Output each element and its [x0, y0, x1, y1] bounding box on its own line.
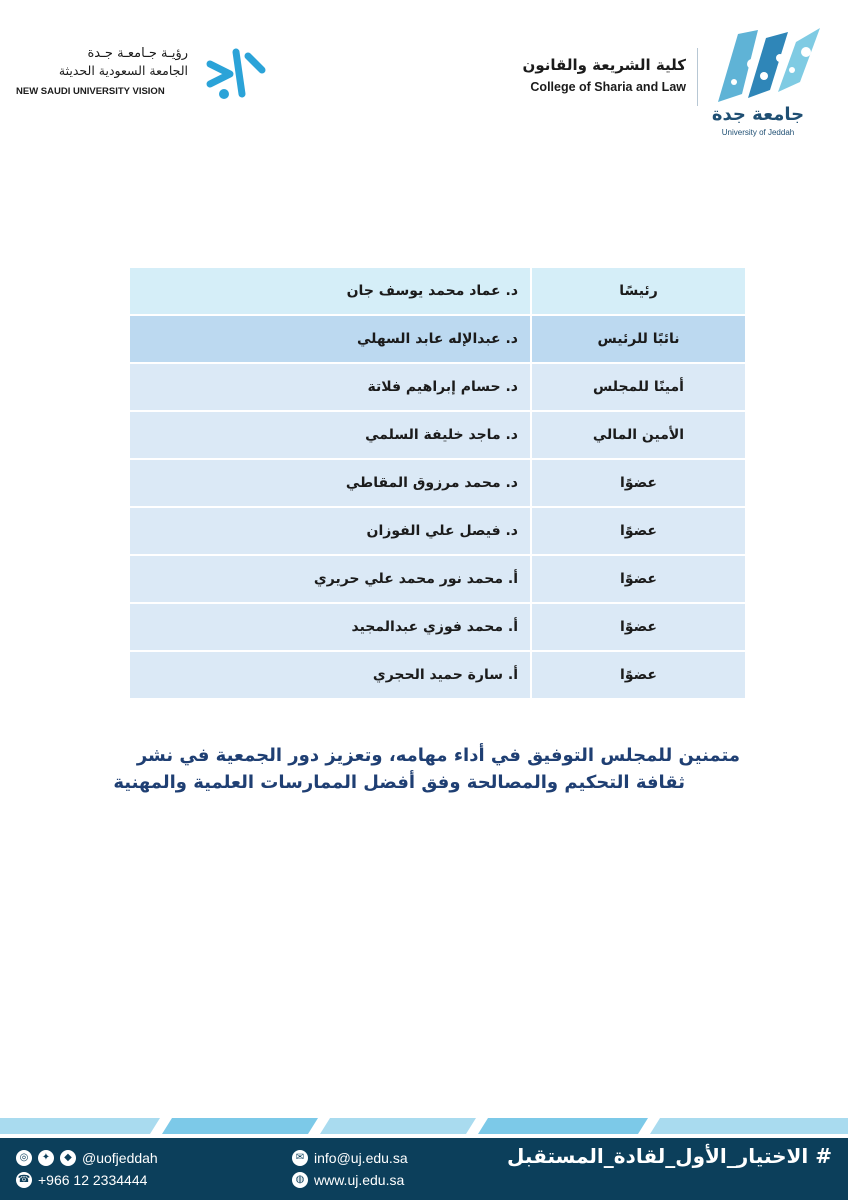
council-members-table	[128, 266, 747, 700]
member-name: أ. سارة حميد الحجري	[129, 651, 531, 699]
member-role: عضوًا	[531, 459, 746, 507]
university-vision-logo	[16, 44, 256, 104]
message-line-1: متمنين للمجلس التوفيق في أداء مهامه، وتعزيز دور الجمعية في نشر	[136, 745, 740, 766]
table-row	[129, 555, 746, 603]
member-role: رئيسًا	[531, 267, 746, 315]
footer-phone[interactable]	[16, 1172, 147, 1188]
table-row	[129, 411, 746, 459]
member-role: نائبًا للرئيس	[531, 315, 746, 363]
college-name-ar: كلية الشريعة والقانون	[522, 56, 686, 74]
phone-icon: ☎	[16, 1172, 32, 1188]
member-role: الأمين المالي	[531, 411, 746, 459]
university-of-jeddah-logo	[708, 24, 826, 137]
footer-email[interactable]	[292, 1150, 408, 1166]
table-row	[129, 267, 746, 315]
table-row	[129, 315, 746, 363]
member-role: عضوًا	[531, 555, 746, 603]
closing-message	[110, 742, 740, 796]
footer-website[interactable]	[292, 1172, 404, 1188]
vision-line-2: الجامعة السعودية الحديثة	[58, 63, 188, 78]
university-name-ar: جامعة جدة	[711, 104, 805, 125]
header-divider	[697, 48, 698, 106]
footer-social[interactable]	[16, 1150, 158, 1166]
table-row	[129, 603, 746, 651]
member-role: أمينًا للمجلس	[531, 363, 746, 411]
vision-line-1: رؤيـة جـامعـة جـدة	[87, 46, 188, 61]
message-line-2: ثقافة التحكيم والمصالحة وفق أفضل الممارسات العلمية والمهنية	[113, 772, 685, 793]
member-role: عضوًا	[531, 507, 746, 555]
member-name: د. عماد محمد يوسف جان	[129, 267, 531, 315]
table-row	[129, 651, 746, 699]
vision-line-3: NEW SAUDI UNIVERSITY VISION	[16, 86, 165, 97]
college-name-en: College of Sharia and Law	[530, 80, 686, 94]
footer-hashtag: # الاختيار_الأول_لقادة_المستقبل	[507, 1144, 832, 1168]
university-logo-graphic-icon	[708, 24, 826, 106]
vision-mark-icon	[202, 46, 268, 102]
email-address[interactable]: info@uj.edu.sa	[314, 1150, 408, 1166]
member-name: د. عبدالإله عابد السهلي	[129, 315, 531, 363]
website-url[interactable]: www.uj.edu.sa	[314, 1172, 405, 1188]
member-name: د. حسام إبراهيم فلاتة	[129, 363, 531, 411]
table-row	[129, 507, 746, 555]
member-name: أ. محمد نور محمد علي حريري	[129, 555, 531, 603]
member-role: عضوًا	[531, 651, 746, 699]
footer-decorative-stripes	[0, 1110, 848, 1136]
member-name: د. ماجد خليفة السلمي	[129, 411, 531, 459]
snapchat-icon: ◆	[60, 1150, 76, 1166]
globe-icon: ◍	[292, 1172, 308, 1188]
instagram-icon: ◎	[16, 1150, 32, 1166]
university-name-en: University of Jeddah	[721, 128, 795, 137]
twitter-icon: ✦	[38, 1150, 54, 1166]
social-handle[interactable]: @uofjeddah	[82, 1150, 158, 1166]
mail-icon: ✉	[292, 1150, 308, 1166]
member-name: د. محمد مرزوق المقاطي	[129, 459, 531, 507]
table-row	[129, 363, 746, 411]
table-row	[129, 459, 746, 507]
member-name: د. فيصل علي الفوزان	[129, 507, 531, 555]
member-name: أ. محمد فوزي عبدالمجيد	[129, 603, 531, 651]
member-role: عضوًا	[531, 603, 746, 651]
phone-number[interactable]: +966 12 2334444	[38, 1172, 148, 1188]
